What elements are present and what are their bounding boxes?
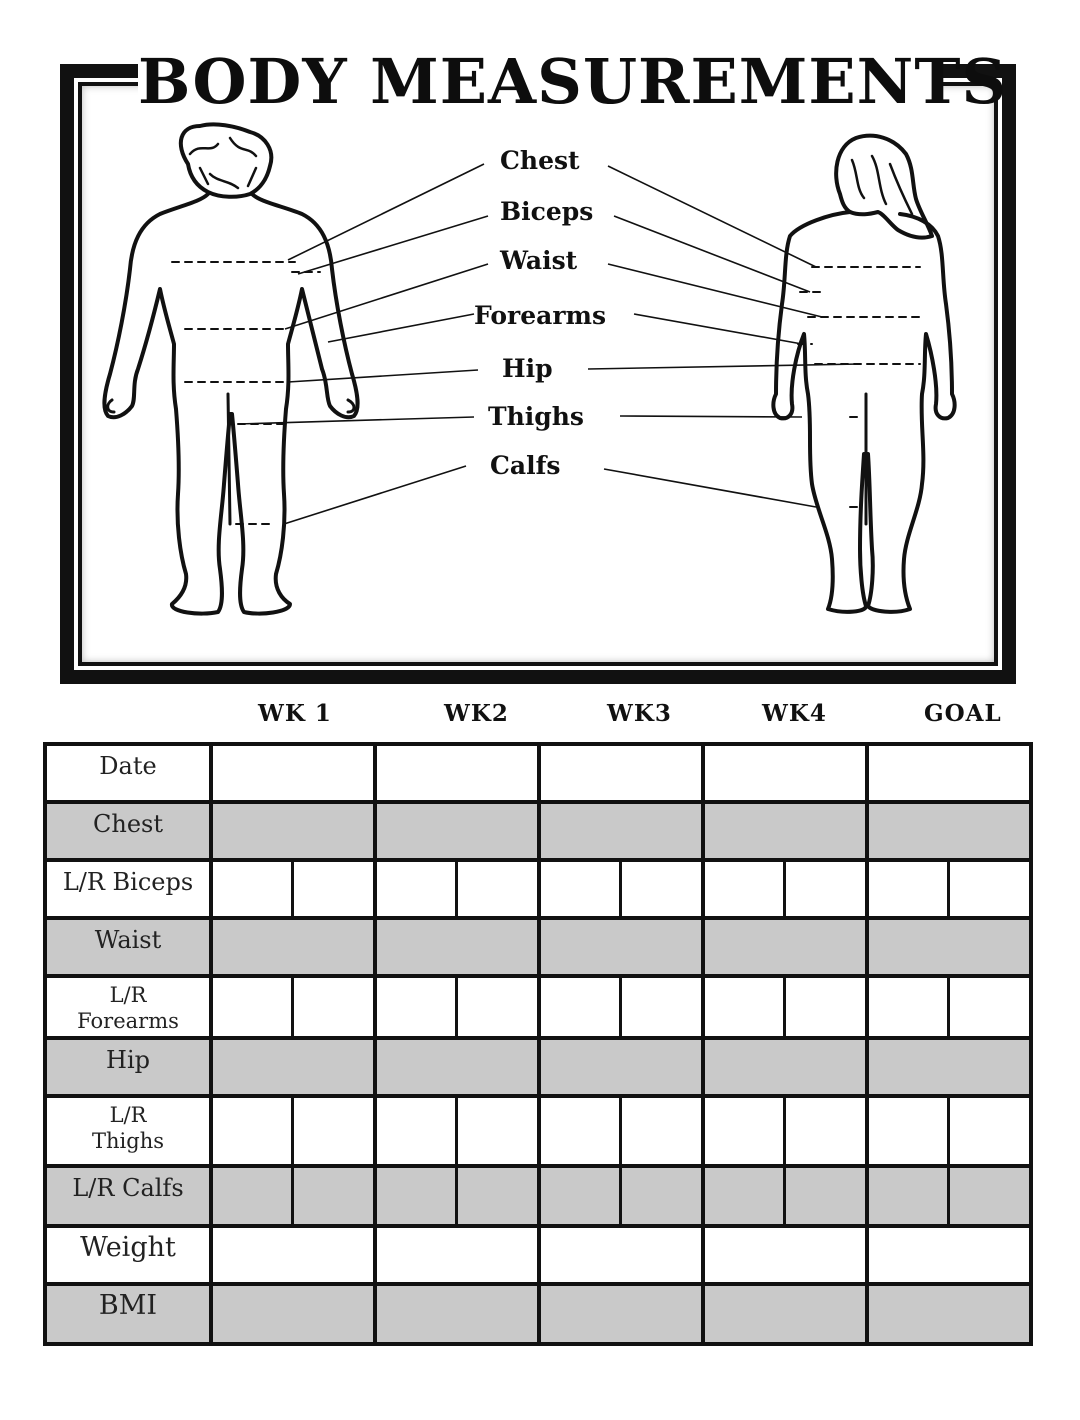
table-row: [47, 1040, 1029, 1098]
label-calfs: Calfs: [490, 451, 561, 480]
table-row: [47, 1228, 1029, 1286]
left-right-divider: [291, 1168, 294, 1224]
row-label: Weight: [80, 1232, 176, 1263]
label-biceps: Biceps: [500, 197, 594, 226]
header-wk4: WK4: [762, 700, 827, 727]
entry-cell[interactable]: [377, 1168, 541, 1228]
table-row: [47, 920, 1029, 978]
row-label: L/R Biceps: [62, 868, 194, 896]
entry-cell[interactable]: [377, 978, 541, 1040]
entry-cell[interactable]: [541, 920, 705, 978]
entry-cell[interactable]: [869, 1228, 1029, 1286]
entry-cell[interactable]: [377, 1040, 541, 1098]
row-label: Hip: [106, 1046, 150, 1074]
entry-cell[interactable]: [869, 920, 1029, 978]
entry-cell[interactable]: [541, 1228, 705, 1286]
header-goal: GOAL: [924, 700, 1002, 727]
entry-cell[interactable]: [377, 862, 541, 920]
entry-cell[interactable]: [869, 1286, 1029, 1342]
entry-cell[interactable]: [377, 1286, 541, 1342]
row-label-cell: [47, 862, 213, 920]
entry-cell[interactable]: [541, 1168, 705, 1228]
left-right-divider: [619, 978, 622, 1036]
entry-cell[interactable]: [213, 1286, 377, 1342]
entry-cell[interactable]: [869, 1168, 1029, 1228]
left-right-divider: [455, 978, 458, 1036]
row-label: L/R Calfs: [72, 1174, 184, 1202]
entry-cell[interactable]: [213, 1098, 377, 1168]
left-right-divider: [619, 1168, 622, 1224]
entry-cell[interactable]: [705, 920, 869, 978]
entry-cell[interactable]: [869, 804, 1029, 862]
entry-cell[interactable]: [213, 920, 377, 978]
row-label-cell: [47, 1286, 213, 1342]
row-label: Waist: [94, 926, 162, 954]
header-wk1: WK 1: [258, 700, 332, 727]
label-chest: Chest: [500, 146, 580, 175]
left-right-divider: [947, 1098, 950, 1164]
entry-cell[interactable]: [541, 804, 705, 862]
table-row: [47, 1286, 1029, 1342]
entry-cell[interactable]: [869, 746, 1029, 804]
left-right-divider: [455, 862, 458, 916]
left-right-divider: [619, 862, 622, 916]
label-waist: Waist: [500, 246, 578, 275]
entry-cell[interactable]: [213, 1040, 377, 1098]
table-row: [47, 1168, 1029, 1228]
entry-cell[interactable]: [705, 1168, 869, 1228]
header-wk2: WK2: [444, 700, 509, 727]
female-figure-icon: [773, 136, 954, 612]
entry-cell[interactable]: [377, 1098, 541, 1168]
left-right-divider: [947, 978, 950, 1036]
entry-cell[interactable]: [869, 978, 1029, 1040]
left-right-divider: [783, 1098, 786, 1164]
entry-cell[interactable]: [377, 920, 541, 978]
entry-cell[interactable]: [869, 862, 1029, 920]
left-right-divider: [619, 1098, 622, 1164]
entry-cell[interactable]: [541, 746, 705, 804]
row-label: BMI: [98, 1290, 158, 1321]
entry-cell[interactable]: [705, 862, 869, 920]
male-head-icon: [181, 124, 271, 196]
row-label-cell: [47, 1168, 213, 1228]
left-right-divider: [947, 862, 950, 916]
left-right-divider: [291, 1098, 294, 1164]
entry-cell[interactable]: [213, 1168, 377, 1228]
entry-cell[interactable]: [705, 978, 869, 1040]
entry-cell[interactable]: [213, 746, 377, 804]
left-right-divider: [291, 862, 294, 916]
entry-cell[interactable]: [705, 1286, 869, 1342]
row-label: L/R Forearms: [77, 983, 179, 1033]
entry-cell[interactable]: [377, 1228, 541, 1286]
row-label-cell: [47, 1040, 213, 1098]
table-row: [47, 1098, 1029, 1168]
row-label-cell: [47, 1228, 213, 1286]
entry-cell[interactable]: [869, 1098, 1029, 1168]
left-right-divider: [783, 862, 786, 916]
entry-cell[interactable]: [541, 1040, 705, 1098]
entry-cell[interactable]: [541, 1098, 705, 1168]
left-right-divider: [947, 1168, 950, 1224]
entry-cell[interactable]: [377, 804, 541, 862]
row-label-cell: [47, 1098, 213, 1168]
entry-cell[interactable]: [705, 804, 869, 862]
male-figure-icon: [104, 124, 357, 613]
left-right-divider: [291, 978, 294, 1036]
label-hip: Hip: [502, 354, 553, 383]
entry-cell[interactable]: [377, 746, 541, 804]
entry-cell[interactable]: [213, 978, 377, 1040]
row-label-cell: [47, 746, 213, 804]
row-label-cell: [47, 920, 213, 978]
row-label-cell: [47, 978, 213, 1040]
header-wk3: WK3: [607, 700, 672, 727]
row-label: Chest: [93, 810, 163, 838]
entry-cell[interactable]: [213, 862, 377, 920]
measurement-table: [43, 742, 1033, 1346]
table-row: [47, 862, 1029, 920]
entry-cell[interactable]: [541, 978, 705, 1040]
entry-cell[interactable]: [705, 1228, 869, 1286]
row-label: Date: [99, 752, 157, 780]
table-row: [47, 978, 1029, 1040]
entry-cell[interactable]: [705, 1040, 869, 1098]
left-right-divider: [455, 1168, 458, 1224]
table-row: [47, 746, 1029, 804]
table-row: [47, 804, 1029, 862]
left-right-divider: [455, 1098, 458, 1164]
entry-cell[interactable]: [869, 1040, 1029, 1098]
entry-cell[interactable]: [213, 1228, 377, 1286]
left-right-divider: [783, 978, 786, 1036]
entry-cell[interactable]: [213, 804, 377, 862]
entry-cell[interactable]: [541, 1286, 705, 1342]
entry-cell[interactable]: [541, 862, 705, 920]
label-forearms: Forearms: [474, 301, 607, 330]
page-title: BODY MEASUREMENTS: [138, 45, 1008, 118]
row-label-cell: [47, 804, 213, 862]
row-label: L/R Thighs: [92, 1103, 164, 1153]
entry-cell[interactable]: [705, 1098, 869, 1168]
left-right-divider: [783, 1168, 786, 1224]
entry-cell[interactable]: [705, 746, 869, 804]
label-thighs: Thighs: [488, 402, 585, 431]
female-head-icon: [836, 136, 932, 238]
